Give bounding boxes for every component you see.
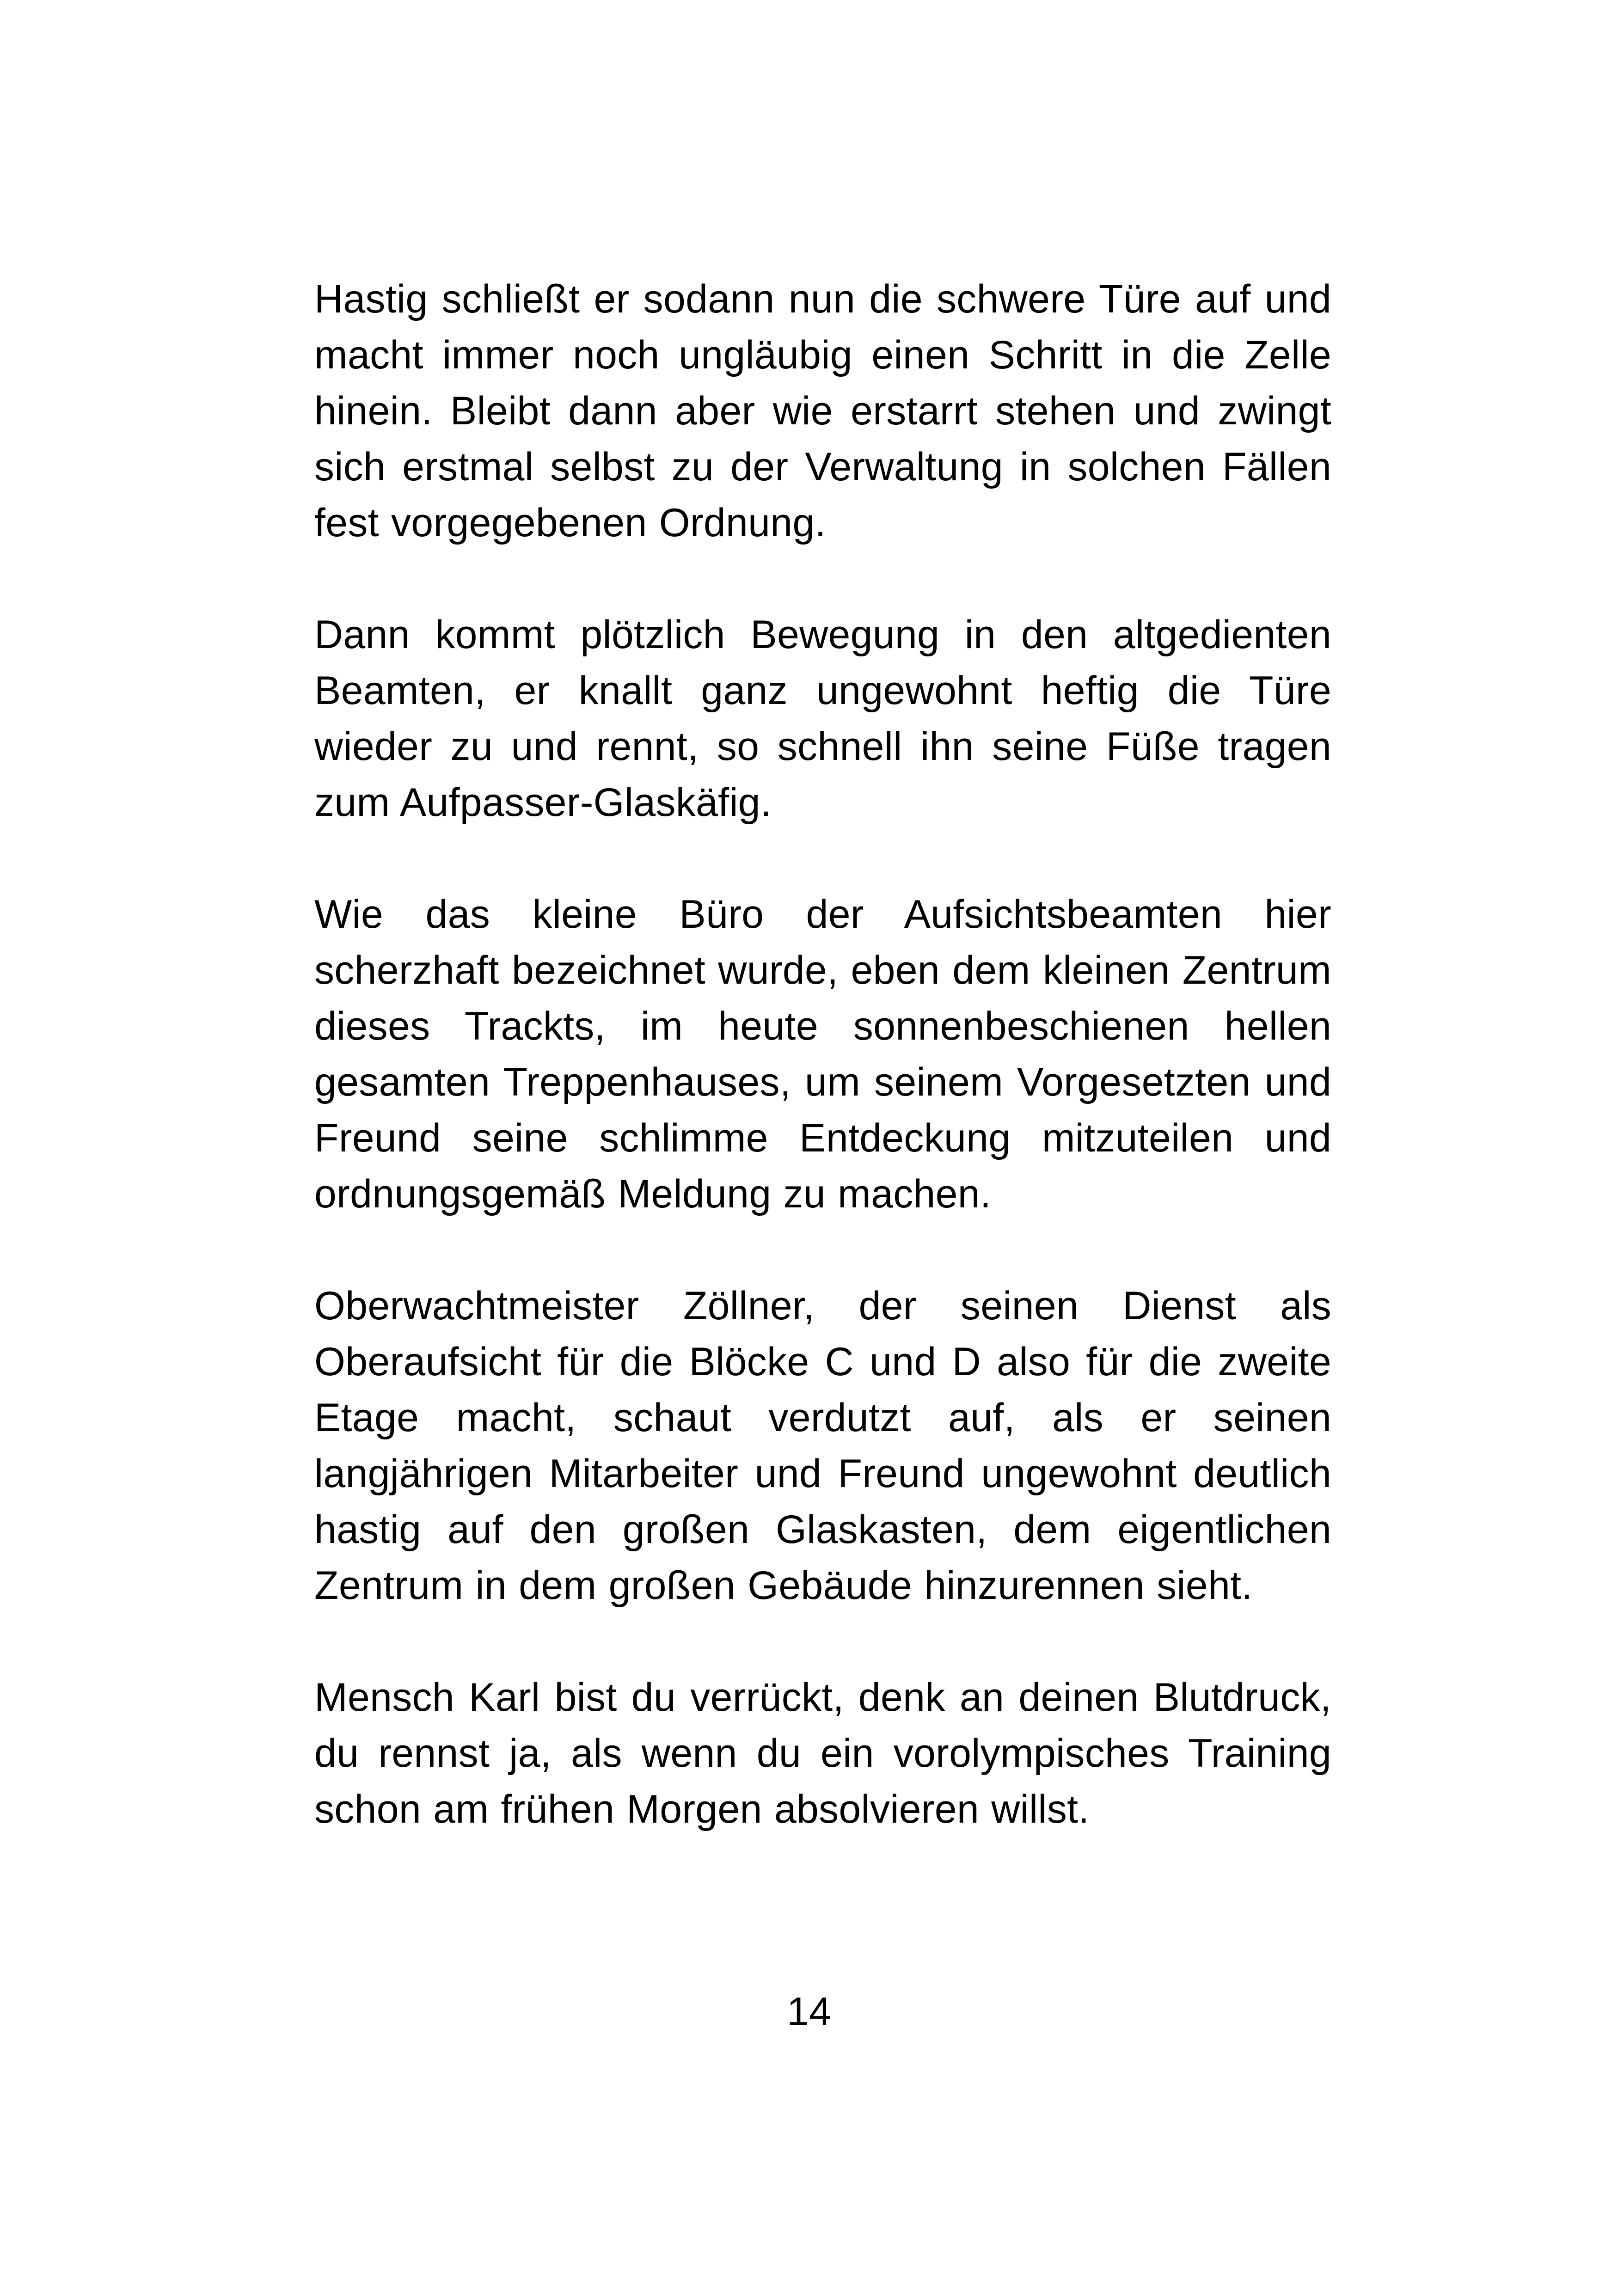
paragraph-2: Dann kommt plötzlich Bewegung in den altgedienten Beamten, er knallt ganz ungewohnt heftig die Türe wieder zu und rennt, so schnell ihn seine Füße tragen zum Aufpasser-Glaskäfig. [314, 612, 1331, 825]
body-text [314, 271, 1331, 1837]
paragraph-3: Wie das kleine Büro der Aufsichtsbeamten hier scherzhaft bezeichnet wurde, eben dem kleinen Zentrum dieses Trackts, im heute sonnenbeschienen hellen gesamten Treppenhauses, um seinem Vorgesetzten und Freund seine schlimme Entdeckung mitzuteilen und ordnungsgemäß Meldung zu machen. [314, 892, 1331, 1216]
paragraph-1: Hastig schließt er sodann nun die schwere Türe auf und macht immer noch ungläubig einen Schritt in die Zelle hinein. Bleibt dann aber wie erstarrt stehen und zwingt sich erstmal selbst zu der Verwaltung in solchen Fällen fest vorgegebenen Ordnung. [314, 277, 1331, 545]
page-number: 14 [787, 1990, 831, 2034]
paragraph-4: Oberwachtmeister Zöllner, der seinen Dienst als Oberaufsicht für die Blöcke C und D also für die zweite Etage macht, schaut verdutzt auf, als er seinen langjährigen Mitarbeiter und Freund ungewohnt deutlich hastig auf den großen Glaskasten, dem eigentlichen Zentrum in dem großen Gebäude hinzurennen sieht. [314, 1284, 1331, 1608]
paragraph-5: Mensch Karl bist du verrückt, denk an deinen Blutdruck, du rennst ja, als wenn du ein vorolympisches Training schon am frühen Morgen absolvieren willst. [314, 1675, 1331, 1831]
